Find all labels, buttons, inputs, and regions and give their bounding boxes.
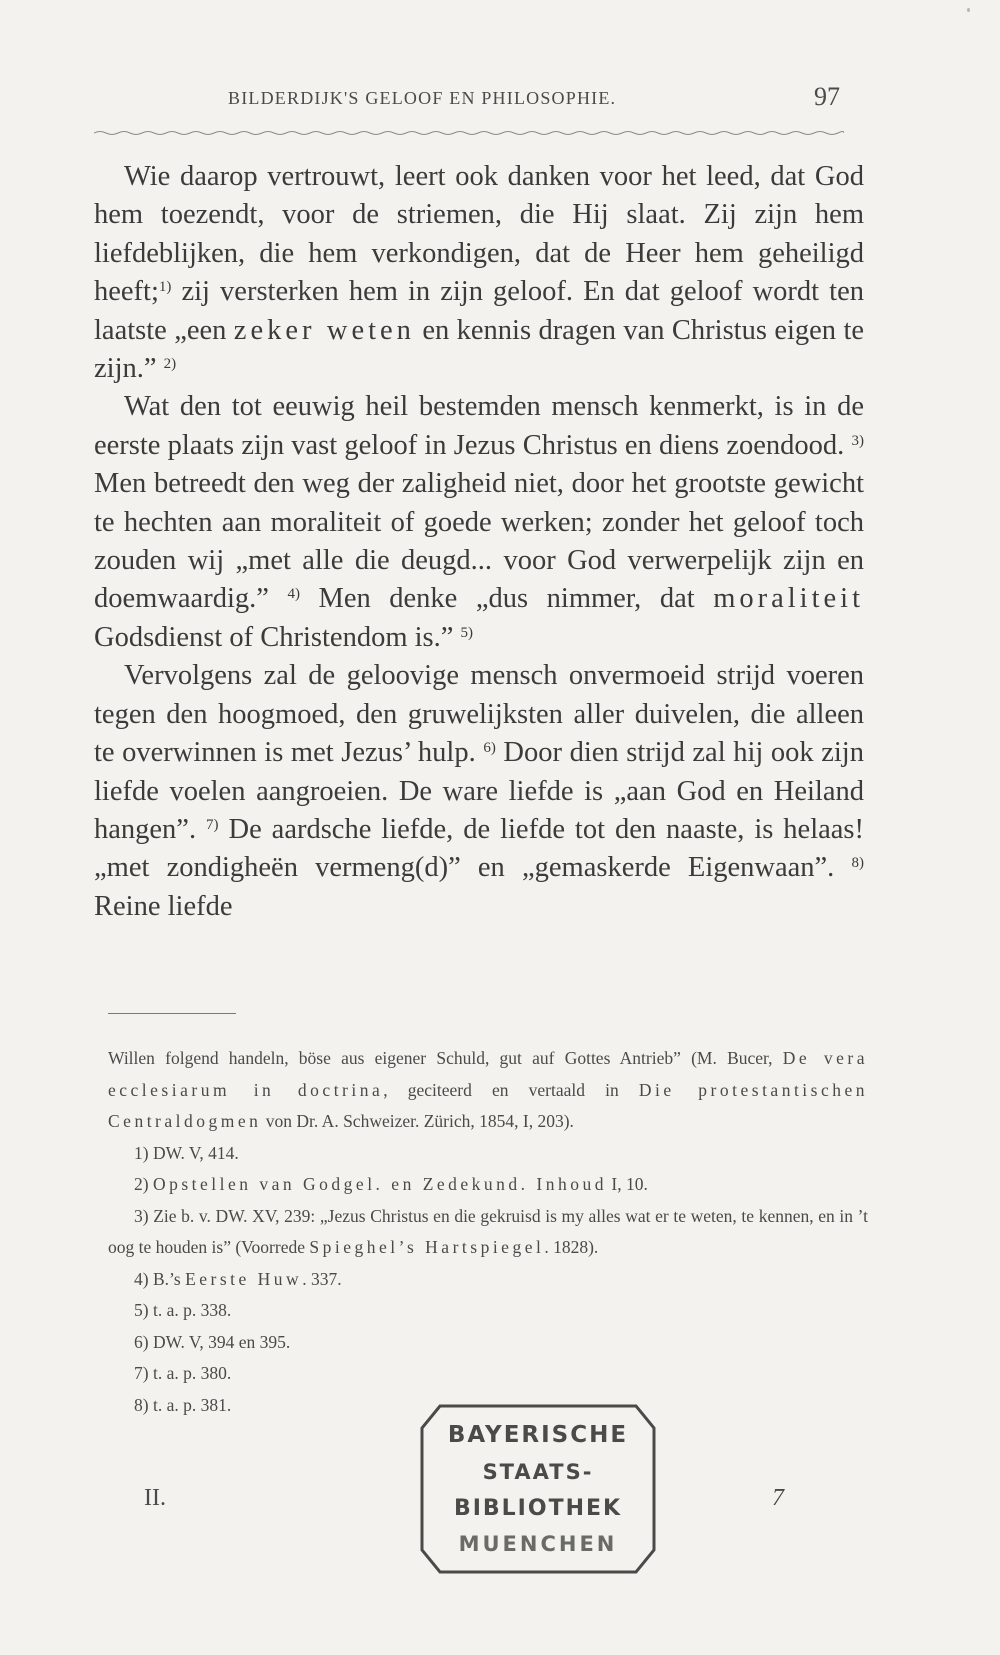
spaced-emphasis: zeker weten (233, 314, 415, 346)
paragraph-3 (94, 657, 864, 926)
running-title: BILDERDIJK'S GELOOF EN PHILOSOPHIE. (228, 88, 617, 108)
footnote-marker: 4) (287, 586, 300, 603)
spaced-title: De vera ecclesiarum in doctrina (108, 1048, 868, 1100)
paragraph-text: Men betreedt den weg der zaligheid niet, door het grootste gewicht te hechten aan moraliteit of goede werken; zonder het geloof toch zouden wij „met alle die deugd... voor God verwerpelijk zijn en doemwaardig.” (94, 468, 864, 615)
paragraph-text: Reine liefde (94, 890, 233, 922)
paragraph-text: Wie daarop vertrouwt, leert ook danken voor het leed, dat God hem toezendt, voor de striemen, die Hij slaat. Zij zijn hem liefdeblijken, die hem verkondigen, dat de Heer hem geheiligd heeft; (94, 161, 864, 308)
footnote-5: 5) t. a. p. 338. (134, 1300, 232, 1320)
footnote-4: 4) B.’s Eerste Huw. 337. (134, 1268, 342, 1289)
paragraph-text: Door dien strijd zal hij ook zijn liefde voelen aangroeien. De ware liefde is „aan God en Heiland hangen”. (94, 737, 864, 845)
spaced-title: Eerste Huw (185, 1268, 303, 1289)
paragraph-text: zij versterken hem in zijn geloof. En dat geloof wordt ten laatste „een (94, 276, 864, 346)
paragraph-text: Men denke „dus nimmer, dat (318, 583, 695, 615)
paragraph-text: Wat den tot eeuwig heil bestemden mensch kenmerkt, is in de eerste plaats zijn vast geloof in Jezus Christus en diens zoendood. (94, 391, 864, 461)
paragraph-text: en kennis dragen van Christus eigen te zijn.” (94, 314, 865, 385)
paper-speck (967, 8, 970, 12)
signature-mark: II. (144, 1485, 166, 1511)
paragraph-text: Godsdienst of Christendom is.” (94, 621, 454, 653)
footnote-3: 3) Zie b. v. DW. XV, 239: „Jezus Christus en die gekruisd is my alles wat er te weten, te kennen, en in ’t oog te houden is” (Voorrede Spieghel’s Hartspiegel. 1828). (108, 1205, 869, 1257)
footnote-2: 2) Opstellen van Godgel. en Zedekund. Inhoud I, 10. (134, 1174, 648, 1194)
spaced-title: Die protestantischen Centraldogmen (108, 1079, 869, 1131)
paragraph-text: De aardsche liefde, de liefde tot den naaste, is helaas! „met zondigheën vermeng(d)” en „gemaskerde Eigenwaan”. (94, 813, 865, 884)
paragraph-1 (94, 158, 864, 388)
library-stamp (418, 1398, 658, 1578)
body-text (94, 158, 864, 926)
paragraph-text: Vervolgens zal de geloovige mensch onvermoeid strijd voeren tegen den hoogmoed, den gruwelijksten aller duivelen, die alleen te overwinnen is met Jezus’ hulp. (94, 660, 864, 769)
page-number: 97 (814, 82, 840, 111)
footnote-marker: 5) (460, 624, 474, 641)
footnotes (108, 1043, 868, 1421)
spaced-title: Spieghel’s Hartspiegel (309, 1237, 545, 1257)
footnote-1: 1) DW. V, 414. (134, 1142, 239, 1163)
signature-number: 7 (772, 1485, 784, 1511)
paragraph-2 (94, 388, 864, 657)
footnote-7: 7) t. a. p. 380. (134, 1363, 232, 1383)
footnote-marker: 6) (483, 740, 496, 757)
footnote-marker: 7) (206, 816, 219, 833)
footnote-marker: 1) (158, 279, 172, 296)
stamp-line-1: BAYERISCHE (447, 1422, 629, 1448)
footnote-separator (108, 1013, 236, 1014)
footnote-6: 6) DW. V, 394 en 395. (134, 1331, 291, 1352)
wavy-header-rule (94, 128, 844, 136)
stamp-line-2: STAATS- (482, 1460, 594, 1484)
footnote-marker: 3) (851, 432, 865, 449)
stamp-line-3: BIBLIOTHEK (453, 1496, 623, 1521)
footnote-8: 8) t. a. p. 381. (134, 1394, 232, 1415)
running-header (100, 84, 842, 114)
spaced-emphasis: moraliteit (713, 583, 864, 615)
stamp-line-4: MUENCHEN (458, 1532, 618, 1556)
footnote-continuation: Willen folgend handeln, böse aus eigener Schuld, gut auf Gottes Antrieb” (M. Bucer, De vera ecclesiarum in doctrina, geciteerd en vertaald in Die protestantischen Centraldogmen von Dr. A. Schweizer. Zürich, 1854, I, 203). (108, 1048, 869, 1131)
spaced-title: Opstellen van Godgel. en Zedekund. Inhoud (152, 1174, 608, 1194)
footnote-marker: 8) (851, 855, 864, 872)
footnote-marker: 2) (163, 356, 177, 373)
